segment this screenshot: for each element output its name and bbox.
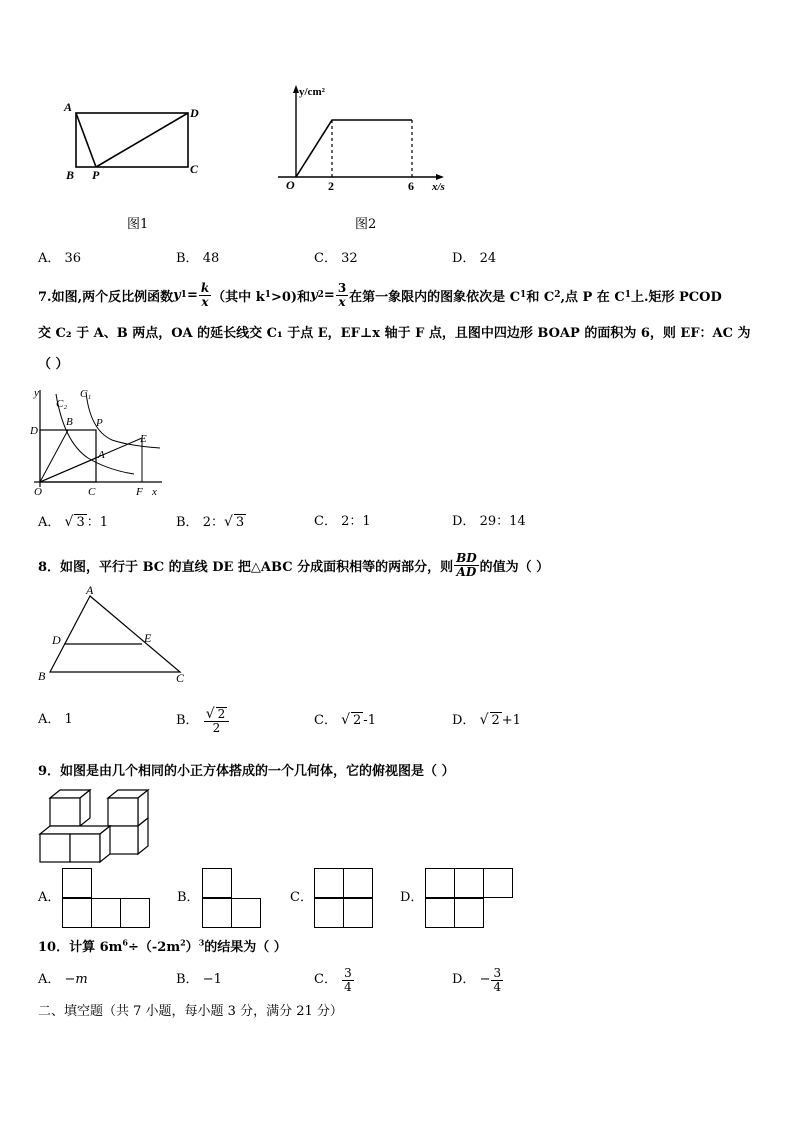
q7-stem-line1: 7.如图,两个反比例函数 y 1 = $\frac{k}{x}$ （其中 k 1 >0)和 y 2 = $\frac{3}{x}$ 在第一象限内的图象依次是 C 1 和 C 2 ,点 P 在 C 1 上.矩形 PCOD: [38, 280, 722, 309]
fig1-caption: 图1: [127, 217, 149, 232]
q10-option-b[interactable]: B． −1: [176, 972, 222, 987]
q7-fig-c2: C₂: [56, 398, 68, 410]
q9-stem: 9．如图是由几个相同的小正方体搭成的一个几何体，它的俯视图是（ ）: [38, 764, 455, 779]
q9-option-c-label[interactable]: C．: [290, 890, 313, 905]
q7-fig-o: O: [34, 486, 42, 498]
fig1-label-c: C: [190, 162, 199, 176]
fig2-y-axis-label: y/cm²: [299, 86, 325, 98]
q7-fig-a: A: [98, 449, 105, 461]
q6-option-d[interactable]: D． 24: [452, 251, 497, 266]
q9-option-c-grid[interactable]: [314, 868, 374, 928]
fig2-caption: 图2: [355, 217, 377, 232]
q7-option-c[interactable]: C． 2：1: [314, 514, 371, 529]
q8-option-b[interactable]: B． $\frac{√ 2}{2}$: [176, 700, 230, 742]
q8-option-c[interactable]: C． √ 2 -1: [314, 712, 376, 728]
q7-option-b[interactable]: B． 2：√ 3: [176, 514, 245, 530]
q10-stem: 10．计算 $6m^6\div(-2m^2)^3$的结果为（ ）: [38, 937, 287, 955]
fig1-label-d: D: [190, 106, 199, 120]
q6-figure-2: [278, 82, 468, 197]
q7-fig-c1: C₁: [80, 388, 92, 400]
q9-option-a-label[interactable]: A．: [38, 890, 61, 905]
fig1-label-p: P: [92, 168, 100, 182]
q9-option-d-grid[interactable]: [425, 868, 515, 928]
q8-option-a[interactable]: A． 1: [38, 712, 73, 727]
q7-option-d[interactable]: D． 29：14: [452, 514, 526, 529]
q7-figure: [30, 382, 170, 500]
q7-fig-p: P: [96, 417, 103, 429]
q8-triangle-figure: [34, 584, 194, 686]
q10-option-d[interactable]: D． − $\frac{3}{4}$: [452, 965, 502, 994]
q8-stem: 8．如图，平行于 BC 的直线 DE 把△ABC 分成面积相等的两部分，则 $\frac{BD}{AD}$ 的值为（ ）: [38, 550, 550, 579]
q8-option-d[interactable]: D． √ 2 +1: [452, 712, 521, 728]
fig2-origin: O: [286, 178, 295, 192]
q7-answer-paren: （ ）: [38, 357, 69, 372]
q6-option-b[interactable]: B． 48: [176, 251, 220, 266]
q7-fig-y: y: [34, 387, 39, 399]
fig2-x1: 2: [328, 179, 334, 193]
q7-stem-line2: 交 C₂ 于 A、B 两点，OA 的延长线交 C₁ 于点 E，EF⊥x 轴于 F 点，且图中四边形 BOAP 的面积为 6，则 EF：AC 为: [38, 326, 751, 341]
q9-cubes-figure: [38, 786, 152, 864]
q7-fig-c: C: [88, 486, 96, 498]
fig1-label-a: A: [64, 100, 73, 114]
q8-fig-a: A: [86, 584, 94, 597]
q9-option-d-label[interactable]: D．: [400, 890, 424, 905]
q9-option-b-grid[interactable]: [202, 868, 262, 928]
q8-fig-b: B: [38, 669, 46, 683]
q10-option-a[interactable]: A． −m: [38, 972, 88, 987]
q8-fig-c: C: [176, 671, 185, 685]
q6-option-c[interactable]: C． 32: [314, 251, 358, 266]
q7-fig-e: E: [140, 433, 147, 445]
q8-fig-e: E: [144, 631, 152, 645]
q7-option-a[interactable]: A． √ 3 ：1: [38, 514, 109, 530]
q6-figure-1: [60, 95, 210, 185]
fig1-label-b: B: [66, 168, 75, 182]
q6-option-a[interactable]: A． 36: [38, 251, 82, 266]
q7-fig-b: B: [66, 416, 73, 428]
section-2-heading: 二、填空题（共 7 小题，每小题 3 分，满分 21 分）: [38, 1004, 343, 1019]
q8-fig-d: D: [52, 633, 61, 647]
q10-option-c[interactable]: C． $\frac{3}{4}$: [314, 965, 352, 994]
q9-option-b-label[interactable]: B．: [177, 890, 200, 905]
q7-fig-f: F: [136, 486, 143, 498]
q7-fig-x: x: [152, 486, 157, 498]
q7-fig-d: D: [30, 425, 38, 437]
fig2-x2: 6: [408, 179, 414, 193]
q9-option-a-grid[interactable]: [62, 868, 152, 928]
fig2-x-axis-label: x/s: [432, 181, 445, 193]
